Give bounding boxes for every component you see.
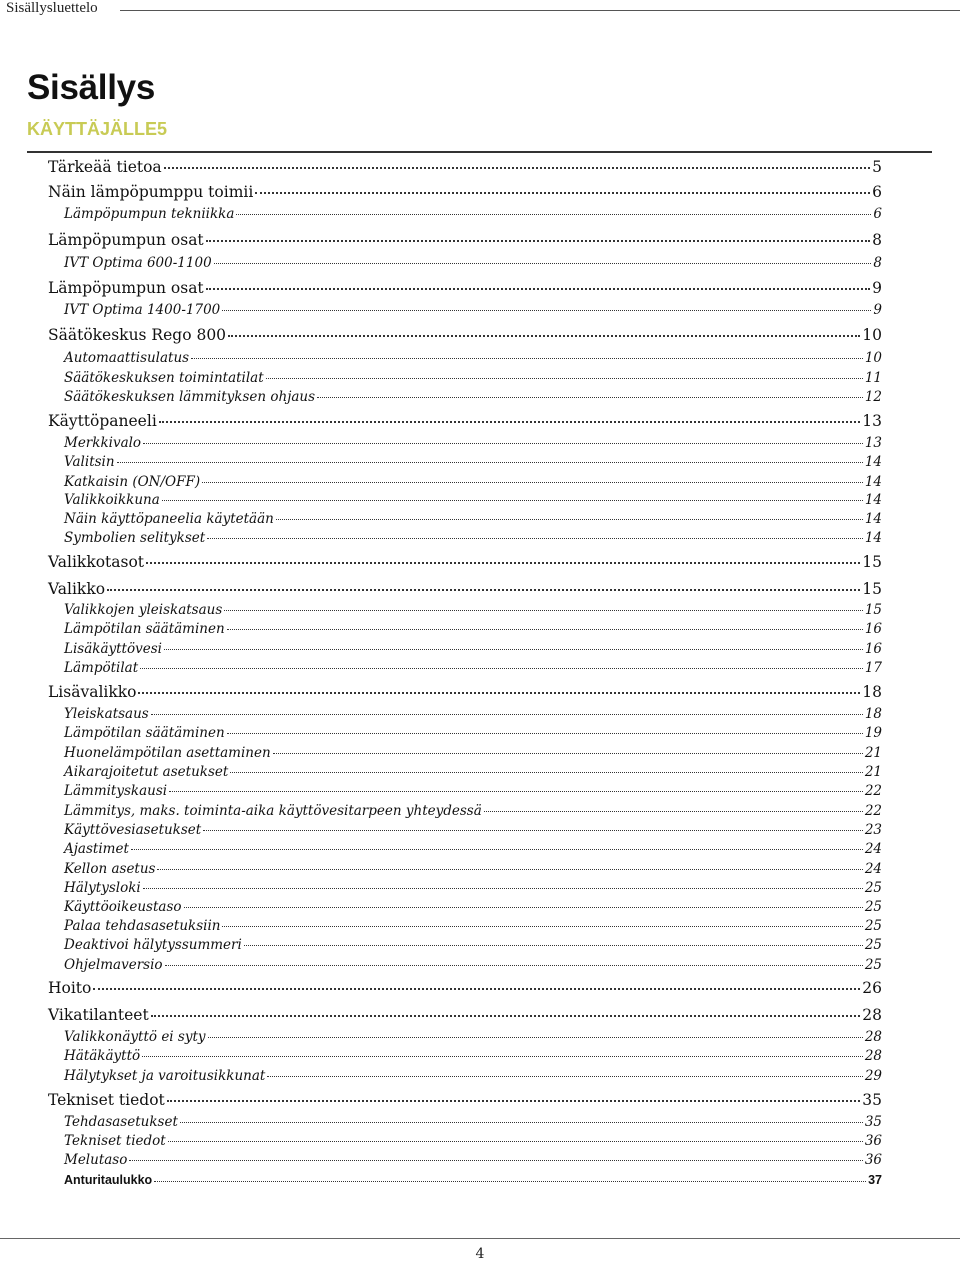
toc-entry[interactable] xyxy=(64,882,882,896)
toc-entry[interactable] xyxy=(64,456,882,470)
toc-dot-leader xyxy=(157,869,862,870)
toc-entry[interactable] xyxy=(64,494,882,508)
toc-dot-leader xyxy=(227,629,863,630)
toc-entry[interactable] xyxy=(64,1050,882,1064)
toc-dot-leader xyxy=(138,692,860,694)
toc-dot-leader xyxy=(202,482,863,483)
toc-entry-page: 9 xyxy=(873,302,882,318)
toc-dot-leader xyxy=(169,791,863,792)
toc-entry-page: 37 xyxy=(868,1173,882,1187)
toc-dot-leader xyxy=(266,378,863,379)
toc-entry[interactable] xyxy=(64,1070,882,1084)
toc-entry[interactable] xyxy=(64,1154,882,1168)
toc-dot-leader xyxy=(207,538,863,539)
toc-entry-title: Käyttöoikeustaso xyxy=(64,899,182,915)
toc-entry-title: Lämpöpumpun tekniikka xyxy=(64,206,235,222)
toc-entry-title: Tekniset tiedot xyxy=(48,1091,165,1109)
toc-dot-leader xyxy=(214,263,872,264)
toc-section-label: KÄYTTÄJÄLLE xyxy=(27,119,157,139)
toc-entry-title: Deaktivoi hälytyssummeri xyxy=(64,937,242,953)
toc-dot-leader xyxy=(159,421,860,423)
running-head: Sisällysluettelo xyxy=(6,0,98,16)
toc-dot-leader xyxy=(222,926,862,927)
toc-dot-leader xyxy=(267,1076,862,1077)
toc-entry-title: Lämpöpumpun osat xyxy=(48,279,204,297)
toc-entry-page: 19 xyxy=(864,725,882,741)
toc-dot-leader xyxy=(129,1160,862,1161)
toc-entry-page: 24 xyxy=(864,861,882,877)
toc-entry-title: IVT Optima 1400-1700 xyxy=(64,302,221,318)
toc-dot-leader xyxy=(227,733,863,734)
toc-dot-leader xyxy=(162,500,863,501)
toc-entry-page: 36 xyxy=(864,1152,882,1168)
toc-dot-leader xyxy=(167,1100,861,1102)
toc-entry[interactable] xyxy=(64,727,882,741)
toc-entry[interactable] xyxy=(64,708,882,722)
toc-entry[interactable] xyxy=(64,805,882,819)
toc-entry[interactable] xyxy=(64,623,882,637)
toc-entry-title: Ajastimet xyxy=(64,841,129,857)
toc-dot-leader xyxy=(206,288,870,290)
toc-entry-page: 14 xyxy=(864,511,882,527)
toc-entry-title: Aikarajoitetut asetukset xyxy=(64,764,229,780)
toc-entry-title: Lämpötilan säätäminen xyxy=(64,621,225,637)
toc-entry-page: 35 xyxy=(864,1114,882,1130)
toc-entry-page: 26 xyxy=(862,979,882,997)
toc-entry-title: Säätökeskuksen lämmityksen ohjaus xyxy=(64,389,316,405)
toc-entry[interactable] xyxy=(64,747,882,761)
toc-entry-page: 10 xyxy=(862,326,882,344)
toc-entry-page: 8 xyxy=(872,231,882,249)
toc-entry-title: Anturitaulukko xyxy=(64,1173,153,1187)
toc-dot-leader xyxy=(224,610,863,611)
toc-dot-leader xyxy=(236,214,871,215)
toc-entry-page: 13 xyxy=(864,435,882,451)
toc-entry-page: 15 xyxy=(864,602,882,618)
toc-entry-page: 35 xyxy=(862,1091,882,1109)
toc-entry[interactable] xyxy=(48,1008,882,1024)
toc-entry-page: 14 xyxy=(864,530,882,546)
toc-entry[interactable] xyxy=(48,160,882,176)
toc-entry-page: 28 xyxy=(862,1006,882,1024)
toc-entry[interactable] xyxy=(64,863,882,877)
toc-entry-title: Lämmitys, maks. toiminta-aika käyttövesitarpeen yhteydessä xyxy=(64,803,482,819)
toc-entry[interactable] xyxy=(48,685,882,701)
toc-entry-title: Lisävalikko xyxy=(48,683,137,701)
toc-entry-page: 17 xyxy=(864,660,882,676)
toc-dot-leader xyxy=(222,310,871,311)
toc-dot-leader xyxy=(143,888,863,889)
toc-entry-title: Vikatilanteet xyxy=(48,1006,149,1024)
toc-dot-leader xyxy=(117,462,863,463)
toc-dot-leader xyxy=(273,753,863,754)
toc-entry[interactable] xyxy=(64,352,882,366)
toc-entry-title: Valikkonäyttö ei syty xyxy=(64,1029,206,1045)
toc-entry-title: Tekniset tiedot xyxy=(64,1133,166,1149)
toc-entry-page: 25 xyxy=(864,937,882,953)
toc-entry[interactable] xyxy=(64,1174,882,1187)
toc-entry-title: Katkaisin (ON/OFF) xyxy=(64,474,201,490)
toc-entry[interactable] xyxy=(48,281,882,297)
toc-entry[interactable] xyxy=(48,582,882,598)
toc-dot-leader xyxy=(143,443,863,444)
toc-entry-title: IVT Optima 600-1100 xyxy=(64,255,212,271)
toc-entry[interactable] xyxy=(64,604,882,618)
toc-dot-leader xyxy=(180,1122,863,1123)
toc-entry[interactable] xyxy=(64,437,882,451)
toc-entry-title: Säätökeskus Rego 800 xyxy=(48,326,227,344)
toc-dot-leader xyxy=(165,965,863,966)
toc-entry-title: Ohjelmaversio xyxy=(64,957,163,973)
toc-entry[interactable] xyxy=(48,185,882,201)
toc-dot-leader xyxy=(154,1181,866,1182)
toc-entry-page: 5 xyxy=(872,158,882,176)
toc-dot-leader xyxy=(244,945,863,946)
toc-entry-title: Valikkotasot xyxy=(48,553,145,571)
toc-entry-page: 11 xyxy=(864,370,882,386)
toc-entry-page: 25 xyxy=(864,918,882,934)
toc-entry-title: Lämpötilat xyxy=(64,660,139,676)
toc-dot-leader xyxy=(151,714,863,715)
toc-entry-page: 16 xyxy=(864,641,882,657)
toc-entry-title: Palaa tehdasasetuksiin xyxy=(64,918,221,934)
toc-entry-page: 25 xyxy=(864,880,882,896)
toc-entry[interactable] xyxy=(64,662,882,676)
toc-entry-page: 8 xyxy=(873,255,882,271)
toc-entry-title: Tehdasasetukset xyxy=(64,1114,178,1130)
toc-entry[interactable] xyxy=(64,304,882,318)
toc-entry[interactable] xyxy=(64,1031,882,1045)
toc-entry-title: Merkkivalo xyxy=(64,435,142,451)
toc-dot-leader xyxy=(140,668,863,669)
toc-dot-leader xyxy=(255,192,870,194)
toc-entry-title: Hälytykset ja varoitusikkunat xyxy=(64,1068,266,1084)
toc-entry-page: 21 xyxy=(864,745,882,761)
toc-dot-leader xyxy=(164,649,863,650)
toc-dot-leader xyxy=(131,849,863,850)
toc-entry-page: 25 xyxy=(864,899,882,915)
toc-entry[interactable] xyxy=(64,257,882,271)
toc-entry-page: 9 xyxy=(872,279,882,297)
toc-entry-page: 6 xyxy=(873,206,882,222)
toc-entry-page: 6 xyxy=(872,183,882,201)
toc-entry[interactable] xyxy=(48,981,882,997)
toc-dot-leader xyxy=(164,167,870,169)
toc-dot-leader xyxy=(168,1141,863,1142)
toc-entry[interactable] xyxy=(48,233,882,249)
toc-dot-leader xyxy=(317,397,863,398)
toc-entry[interactable] xyxy=(64,939,882,953)
toc-entry-title: Lämpötilan säätäminen xyxy=(64,725,225,741)
toc-entry-page: 13 xyxy=(862,412,882,430)
page-number xyxy=(0,1246,960,1262)
toc-entry-page: 14 xyxy=(864,454,882,470)
toc-entry-title: Automaattisulatus xyxy=(64,350,190,366)
page-number-text: 4 xyxy=(470,1246,491,1262)
toc-entry-page: 22 xyxy=(864,803,882,819)
toc-entry-title: Melutaso xyxy=(64,1152,128,1168)
toc-entry-page: 14 xyxy=(864,474,882,490)
toc-entry-title: Näin lämpöpumppu toimii xyxy=(48,183,254,201)
toc-entry-title: Lisäkäyttövesi xyxy=(64,641,162,657)
toc-entry-title: Hälytysloki xyxy=(64,880,141,896)
toc-entry[interactable] xyxy=(64,476,882,490)
toc-entry-title: Valikkoikkuna xyxy=(64,492,160,508)
page-title: Sisällys xyxy=(27,68,155,107)
toc-entry-page: 25 xyxy=(864,957,882,973)
toc-entry[interactable] xyxy=(64,532,882,546)
toc-dot-leader xyxy=(93,988,860,990)
toc-entry-title: Säätökeskuksen toimintatilat xyxy=(64,370,264,386)
toc-entry-page: 15 xyxy=(862,553,882,571)
footer-rule xyxy=(0,1238,960,1239)
toc-entry[interactable] xyxy=(64,643,882,657)
toc-dot-leader xyxy=(142,1056,863,1057)
toc-entry[interactable] xyxy=(64,920,882,934)
toc-entry-title: Kellon asetus xyxy=(64,861,156,877)
toc-entry[interactable] xyxy=(64,843,882,857)
toc-entry-page: 12 xyxy=(864,389,882,405)
toc-entry-page: 28 xyxy=(864,1048,882,1064)
toc-entry[interactable] xyxy=(64,959,882,973)
toc-dot-leader xyxy=(151,1015,861,1017)
toc-entry[interactable] xyxy=(64,1135,882,1149)
toc-entry[interactable] xyxy=(64,208,882,222)
toc-dot-leader xyxy=(230,772,863,773)
toc-entry-title: Symbolien selitykset xyxy=(64,530,206,546)
toc-entry[interactable] xyxy=(64,824,882,838)
toc-entry-page: 24 xyxy=(864,841,882,857)
toc-entry-page: 22 xyxy=(864,783,882,799)
toc-entry-page: 23 xyxy=(864,822,882,838)
toc-entry-page: 16 xyxy=(864,621,882,637)
toc-dot-leader xyxy=(184,907,863,908)
toc-dot-leader xyxy=(276,519,863,520)
toc-entry[interactable] xyxy=(48,1093,882,1109)
toc-entry-title: Näin käyttöpaneelia käytetään xyxy=(64,511,274,527)
toc-entry-page: 14 xyxy=(864,492,882,508)
toc-entry-page: 15 xyxy=(862,580,882,598)
toc-dot-leader xyxy=(191,358,863,359)
toc-entry[interactable] xyxy=(64,901,882,915)
toc-entry-page: 36 xyxy=(864,1133,882,1149)
toc-dot-leader xyxy=(484,811,863,812)
toc-entry-page: 18 xyxy=(864,706,882,722)
toc-entry-title: Huonelämpötilan asettaminen xyxy=(64,745,271,761)
toc-entry-title: Valikko xyxy=(48,580,106,598)
toc-entry-title: Hoito xyxy=(48,979,92,997)
toc-entry-title: Yleiskatsaus xyxy=(64,706,149,722)
toc-dot-leader xyxy=(107,589,860,591)
toc-entry[interactable] xyxy=(48,328,882,344)
toc-entry[interactable] xyxy=(64,372,882,386)
toc-entry-title: Lämpöpumpun osat xyxy=(48,231,204,249)
toc-entry-page: 28 xyxy=(864,1029,882,1045)
toc-entry-title: Käyttöpaneeli xyxy=(48,412,157,430)
toc-entry[interactable] xyxy=(48,414,882,430)
toc-entry-page: 21 xyxy=(864,764,882,780)
toc-entry-title: Valikkojen yleiskatsaus xyxy=(64,602,223,618)
toc-dot-leader xyxy=(208,1037,863,1038)
toc-entry-page: 10 xyxy=(864,350,882,366)
toc-entry-page: 18 xyxy=(862,683,882,701)
toc-entry-title: Valitsin xyxy=(64,454,115,470)
toc-entry-title: Käyttövesiasetukset xyxy=(64,822,202,838)
toc-entry[interactable] xyxy=(64,513,882,527)
toc-entry[interactable] xyxy=(64,1116,882,1130)
toc-entry[interactable] xyxy=(48,555,882,571)
toc-entry[interactable] xyxy=(64,785,882,799)
toc-dot-leader xyxy=(203,830,863,831)
toc-entry-title: Tärkeää tietoa xyxy=(48,158,162,176)
toc-entry-page: 29 xyxy=(864,1068,882,1084)
toc-section-page: 5 xyxy=(157,119,168,139)
toc-entry[interactable] xyxy=(64,391,882,405)
toc-entry-title: Lämmityskausi xyxy=(64,783,168,799)
toc-dot-leader xyxy=(206,240,870,242)
toc-entry[interactable] xyxy=(64,766,882,780)
toc-entry-title: Hätäkäyttö xyxy=(64,1048,141,1064)
toc-dot-leader xyxy=(146,562,860,564)
toc-dot-leader xyxy=(228,335,860,337)
